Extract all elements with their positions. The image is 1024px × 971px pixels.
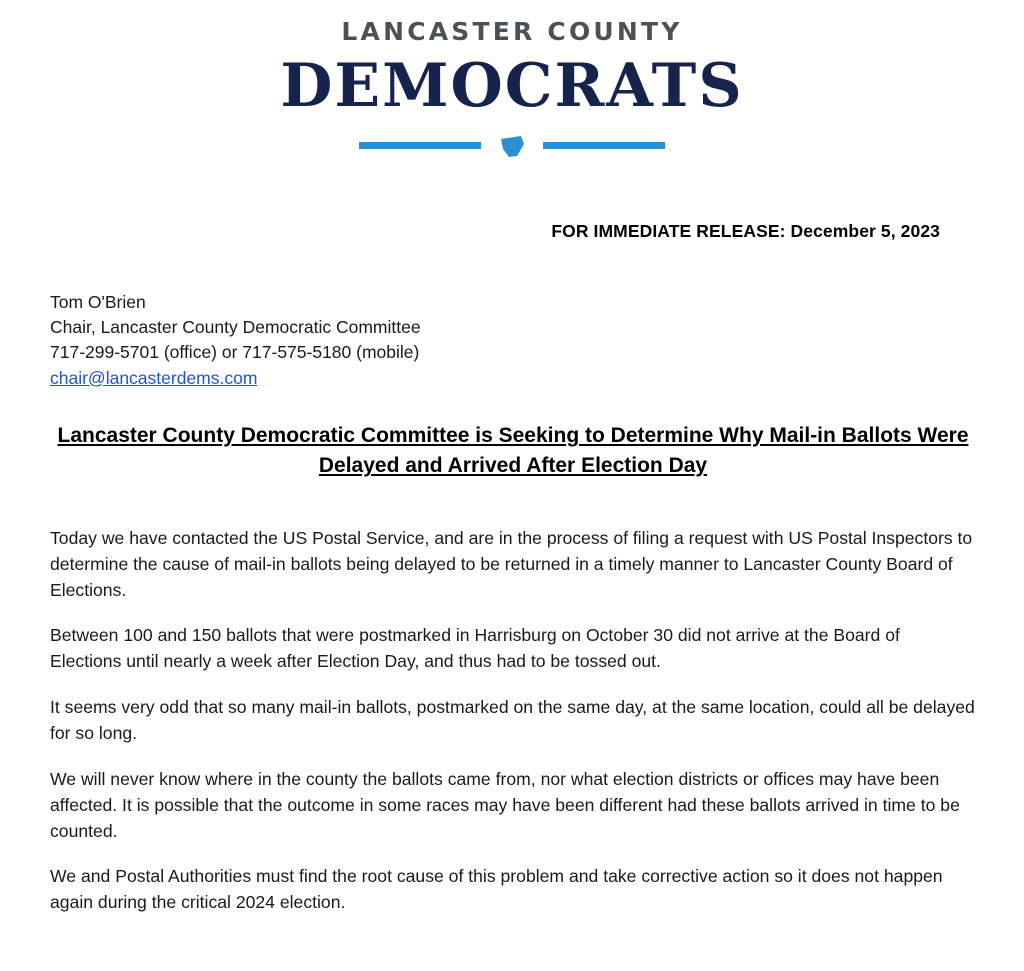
organization-region-name: LANCASTER COUNTY [341,17,683,46]
pennsylvania-state-shape-icon [497,131,527,161]
contact-phones: 717-299-5701 (office) or 717-575-5180 (mobile) [50,342,420,363]
release-date-line: FOR IMMEDIATE RELEASE: December 5, 2023 [551,220,940,241]
letterhead [0,0,1024,161]
page-title: Lancaster County Democratic Committee is Seeking to Determine Why Mail-in Ballots Were Delayed and Arrived After Election Day [57,424,969,478]
body-paragraph: It seems very odd that so many mail-in ballots, postmarked on the same day, at the same location, could all be delayed for so long. [50,697,975,744]
contact-title: Chair, Lancaster County Democratic Committee [50,316,421,337]
document-content [0,221,1024,917]
body-paragraphs [50,526,976,916]
contact-name: Tom O'Brien [50,291,146,312]
divider-bar-left [359,142,481,149]
body-paragraph: We and Postal Authorities must find the root cause of this problem and take corrective action so it does not happen again during the critical 2024 election. [50,866,943,913]
organization-name: DEMOCRATS [280,50,744,121]
contact-block [50,290,976,392]
contact-email-link[interactable]: chair@lancasterdems.com [50,367,258,388]
divider-bar-right [543,142,665,149]
body-paragraph: Today we have contacted the US Postal Service, and are in the process of filing a request with US Postal Inspectors to determine the cause of mail-in ballots being delayed to be returned in a timely manner to Lancaster County Board of Elections. [50,527,973,600]
body-paragraph: We will never know where in the county the ballots came from, nor what election districts or offices may have been affected. It is possible that the outcome in some races may have been different had these ballots arrived in time to be counted. [50,768,960,841]
body-paragraph: Between 100 and 150 ballots that were postmarked in Harrisburg on October 30 did not arrive at the Board of Elections until nearly a week after Election Day, and thus had to be tossed out. [50,625,900,672]
letterhead-divider [0,131,1024,161]
